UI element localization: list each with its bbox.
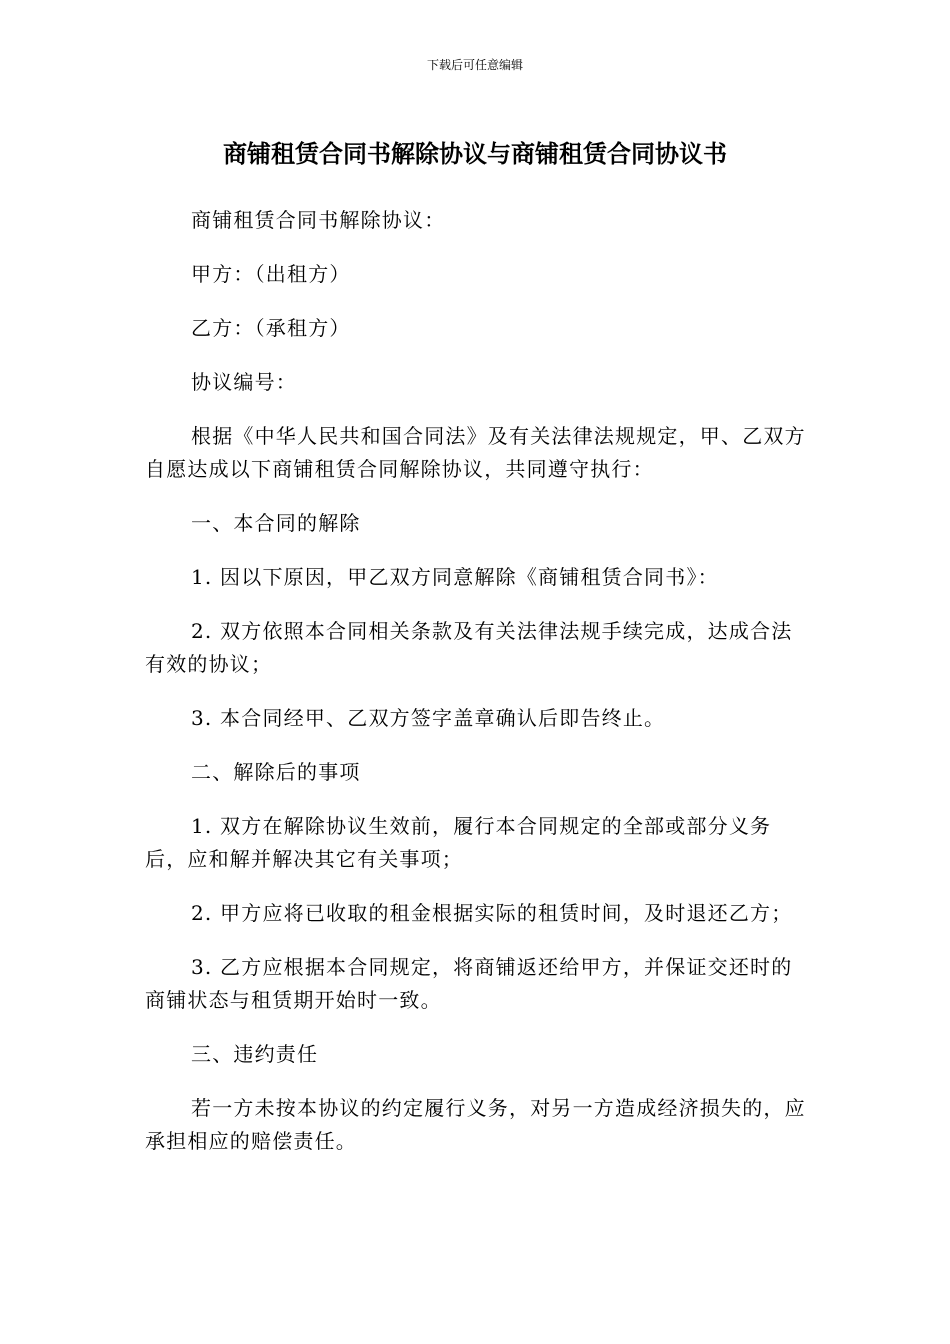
section-heading-termination: 一、本合同的解除 bbox=[191, 511, 361, 535]
section-heading-liability: 三、违约责任 bbox=[191, 1042, 319, 1066]
document-body bbox=[145, 204, 810, 1179]
after-termination-clause-2: 2. 甲方应将已收取的租金根据实际的租赁时间，及时退还乙方； bbox=[191, 901, 793, 925]
header-note: 下载后可任意编辑 bbox=[426, 58, 523, 72]
agreement-number-line: 协议编号： bbox=[191, 370, 297, 394]
document-title: 商铺租赁合同书解除协议与商铺租赁合同协议书 bbox=[223, 140, 727, 168]
intro-heading: 商铺租赁合同书解除协议： bbox=[191, 208, 446, 232]
termination-clause-3: 3. 本合同经甲、乙双方签字盖章确认后即告终止。 bbox=[191, 706, 666, 730]
liability-clause: 若一方未按本协议的约定履行义务，对另一方造成经济损失的，应承担相应的赔偿责任。 bbox=[145, 1096, 806, 1153]
party-a-line: 甲方：（出租方） bbox=[191, 262, 351, 286]
termination-clause-2: 2. 双方依照本合同相关条款及有关法律法规手续完成，达成合法有效的协议； bbox=[145, 619, 793, 676]
party-b-line: 乙方：（承租方） bbox=[191, 316, 351, 340]
section-heading-after-termination: 二、解除后的事项 bbox=[191, 760, 361, 784]
preamble-paragraph: 根据《中华人民共和国合同法》及有关法律法规规定，甲、乙双方自愿达成以下商铺租赁合同解除协议，共同遵守执行： bbox=[145, 424, 806, 481]
after-termination-clause-3: 3. 乙方应根据本合同规定，将商铺返还给甲方，并保证交还时的商铺状态与租赁期开始时一致。 bbox=[145, 955, 793, 1012]
after-termination-clause-1: 1. 双方在解除协议生效前，履行本合同规定的全部或部分义务后，应和解并解决其它有关事项； bbox=[145, 814, 772, 871]
termination-clause-1: 1. 因以下原因，甲乙双方同意解除《商铺租赁合同书》： bbox=[191, 565, 719, 589]
